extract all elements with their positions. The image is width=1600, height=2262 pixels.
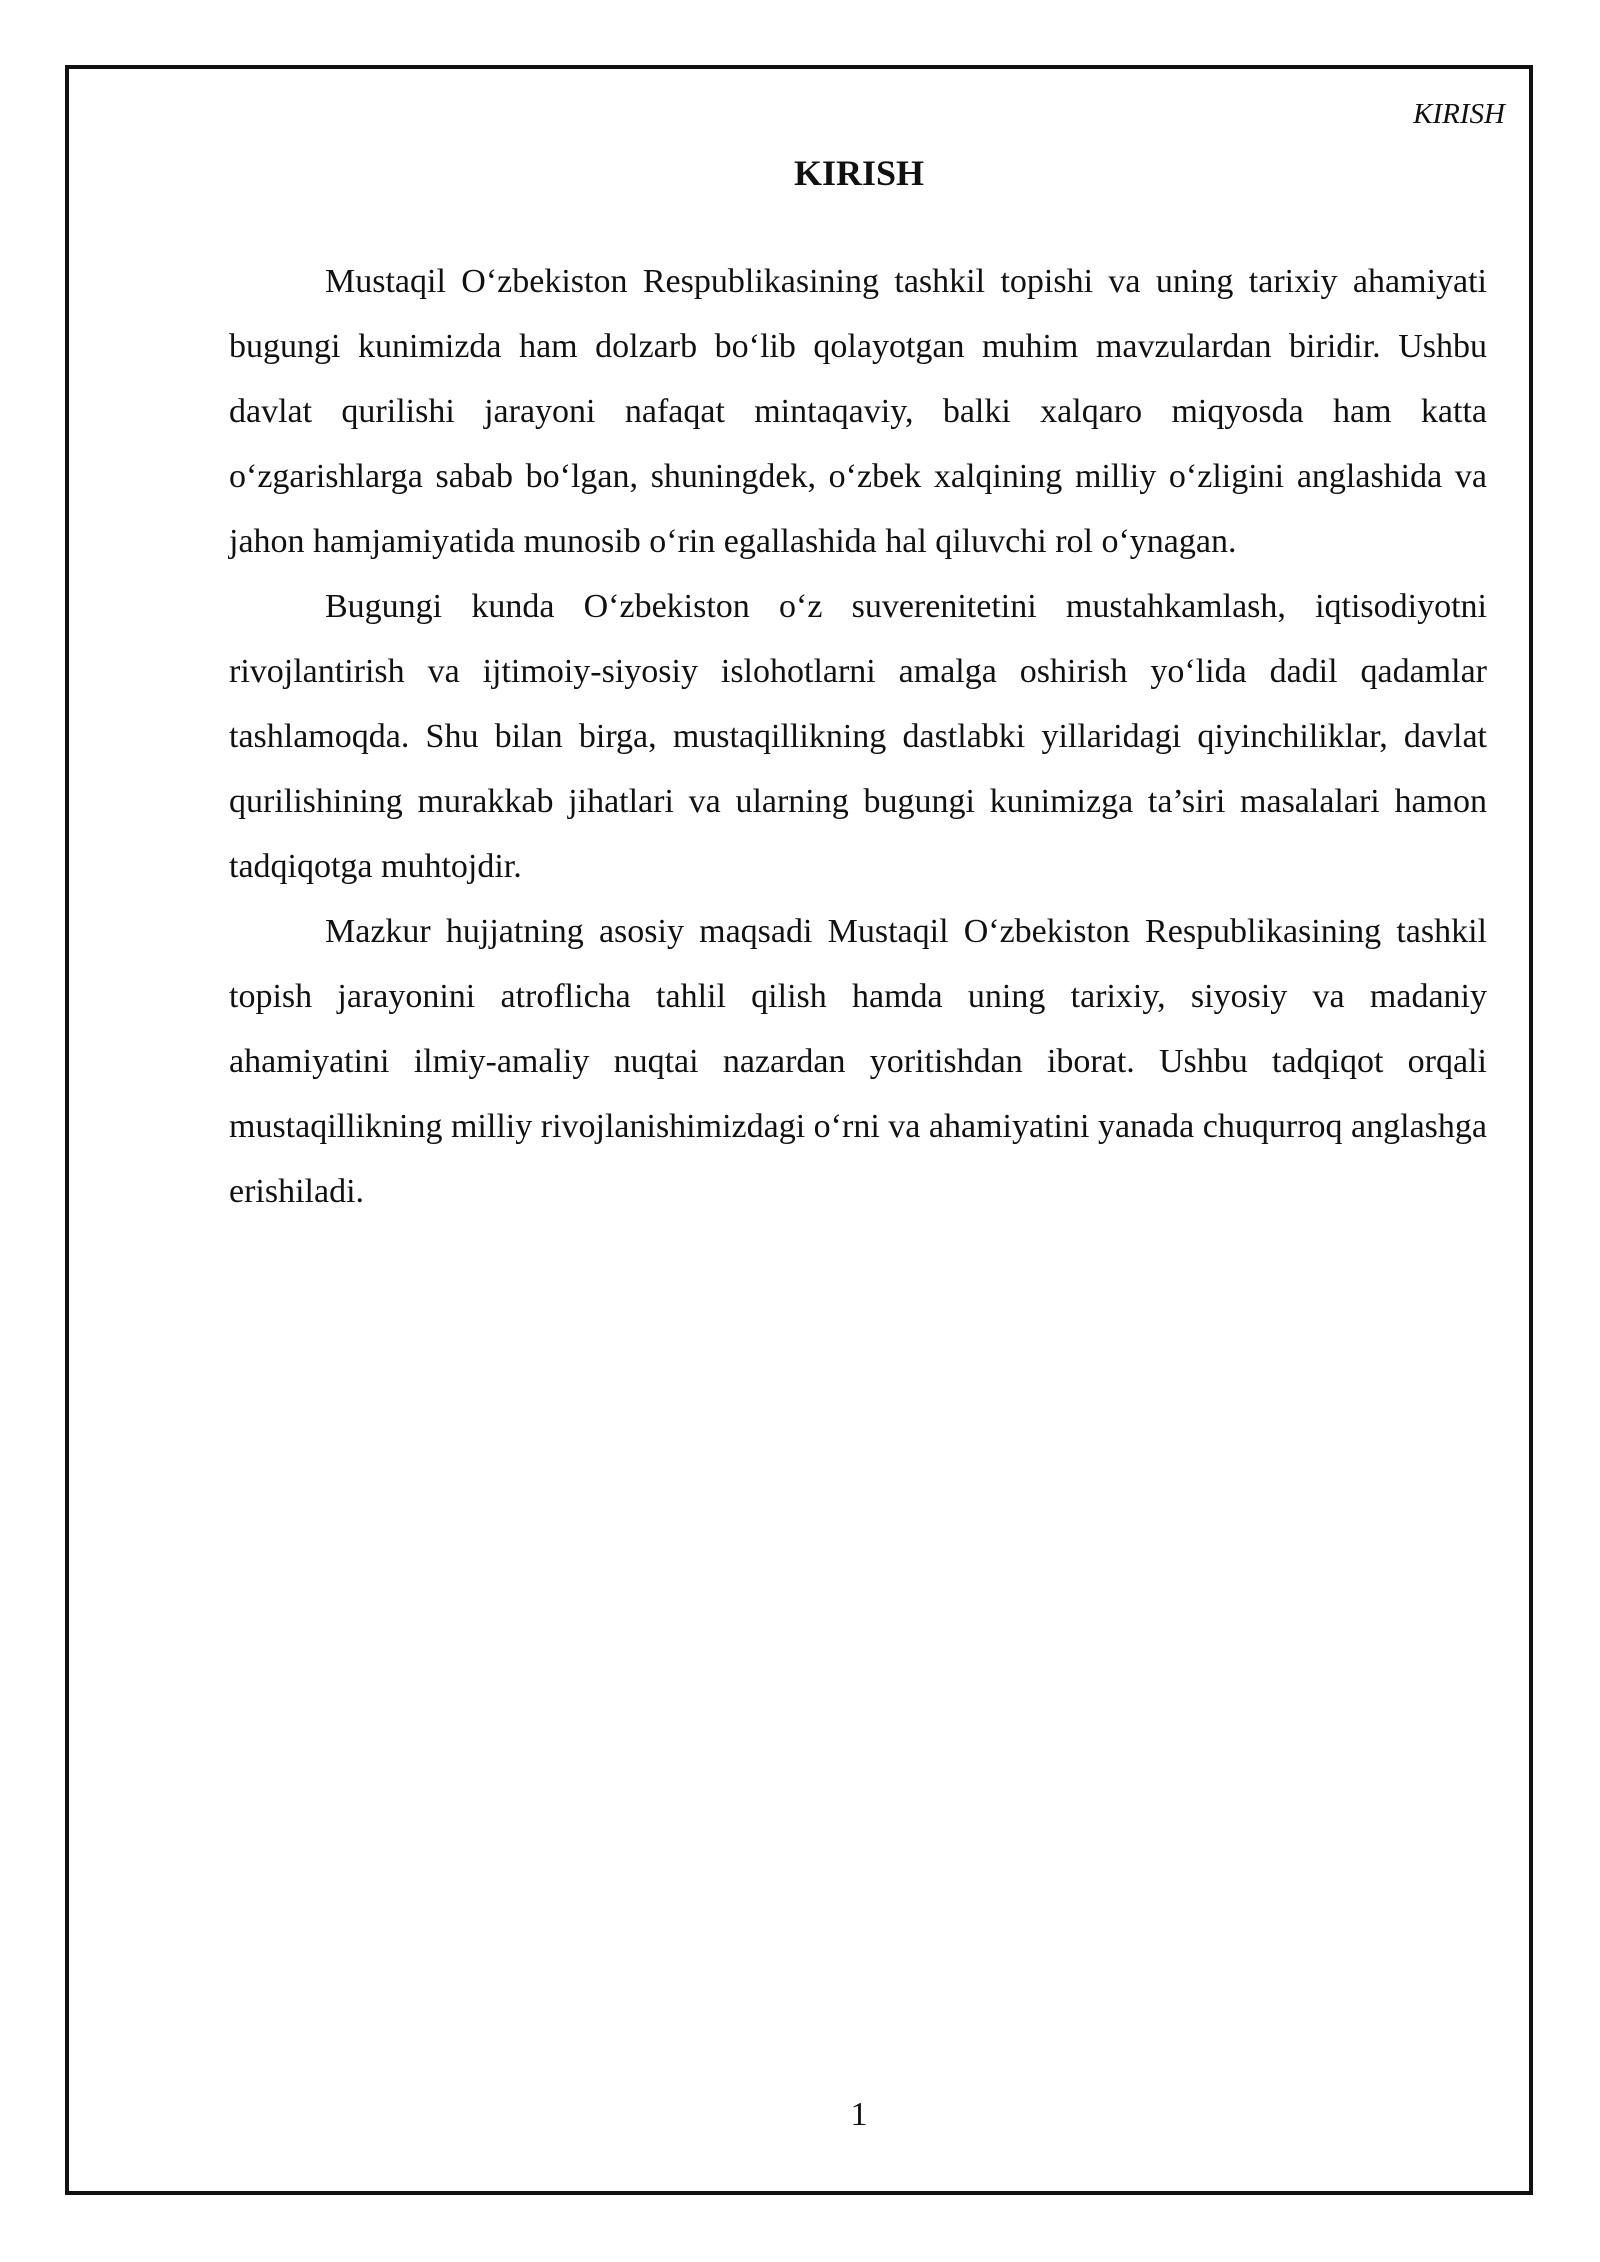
paragraph-3: Mazkur hujjatning asosiy maqsadi Mustaqil O‘zbekiston Respublikasining tashkil topish jarayonini atroflicha tahlil qilish hamda uning tarixiy, siyosiy va madaniy ahamiyatini ilmiy-amaliy nuqtai nazardan yoritishdan iborat. Ushbu tadqiqot orqali mustaqillikning milliy rivojlanishimizdagi o‘rni va ahamiyatini yanada chuqurroq anglashga erishiladi. [229, 913, 1487, 1210]
running-header: KIRISH [1413, 98, 1505, 130]
paragraph-1: Mustaqil O‘zbekiston Respublikasining tashkil topishi va uning tarixiy ahamiyati bugungi kunimizda ham dolzarb bo‘lib qolayotgan muhim mavzulardan biridir. Ushbu davlat qurilishi jarayoni nafaqat mintaqaviy, balki xalqaro miqyosda ham katta o‘zgarishlarga sabab bo‘lgan, shuningdek, o‘zbek xalqining milliy o‘zligini anglashida va jahon hamjamiyatida munosib o‘rin egallashida hal qiluvchi rol o‘ynagan. [229, 263, 1487, 560]
page-number: 1 [850, 2096, 868, 2133]
page-title: KIRISH [793, 153, 925, 193]
paragraph-2: Bugungi kunda O‘zbekiston o‘z suverenitetini mustahkamlash, iqtisodiyotni rivojlantirish va ijtimoiy-siyosiy islohotlarni amalga oshirish yo‘lida dadil qadamlar tashlamoqda. Shu bilan birga, mustaqillikning dastlabki yillaridagi qiyinchiliklar, davlat qurilishining murakkab jihatlari va ularning bugungi kunimizga ta’siri masalalari hamon tadqiqotga muhtojdir. [229, 588, 1487, 885]
body-text [229, 249, 1487, 1224]
